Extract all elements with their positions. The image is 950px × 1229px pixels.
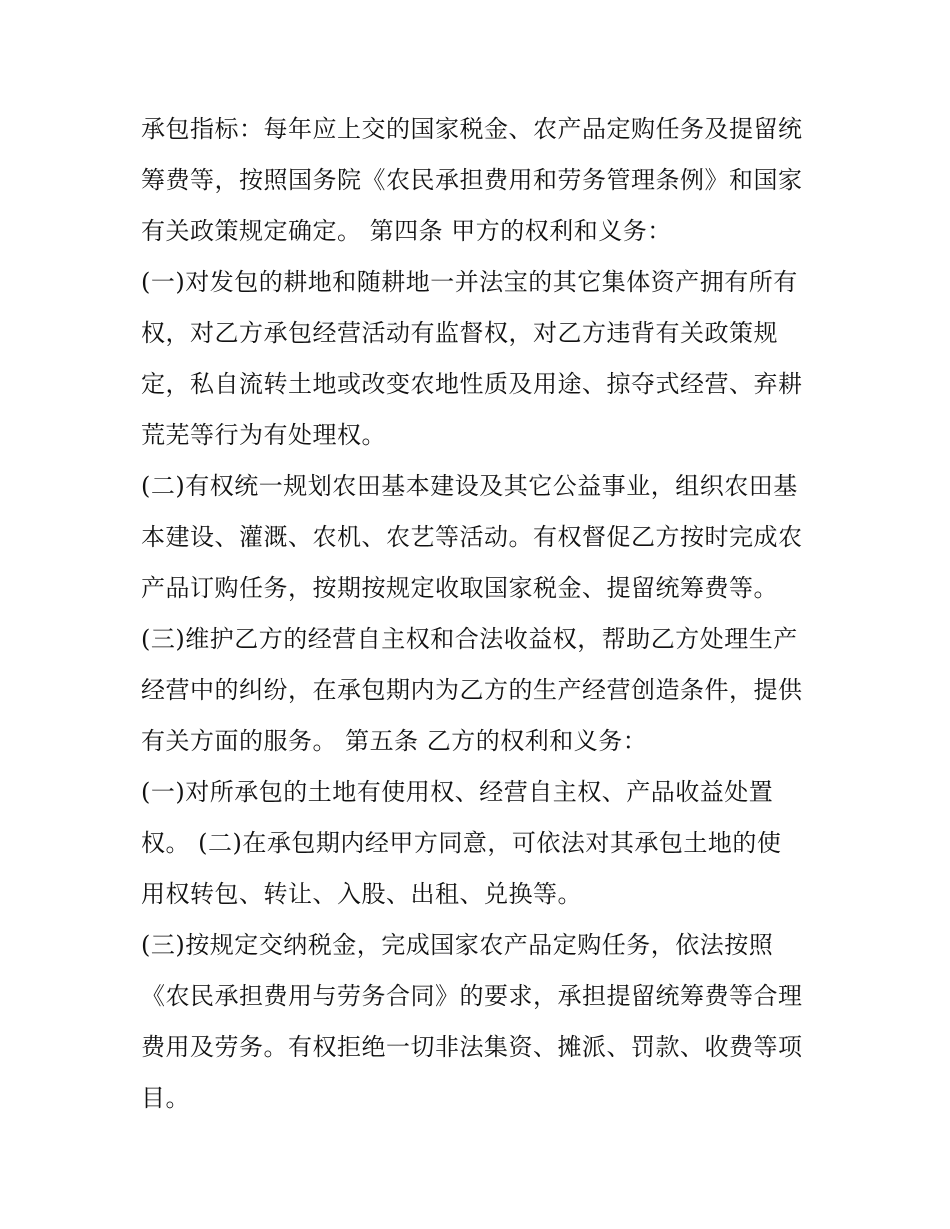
text-line: 承包指标：每年应上交的国家税金、农产品定购任务及提留统 <box>141 115 803 143</box>
text-line: 《农民承担费用与劳务合同》的要求，承担提留统筹费等合理 <box>141 982 803 1010</box>
text-line: 定，私自流转土地或改变农地性质及用途、掠夺式经营、弃耕 <box>141 370 803 398</box>
text-line: 产品订购任务，按期按规定收取国家税金、提留统筹费等。 <box>141 574 778 602</box>
document-body <box>141 108 831 1128</box>
text-line: 费用及劳务。有权拒绝一切非法集资、摊派、罚款、收费等项 <box>141 1033 803 1061</box>
text-line: 荒芜等行为有处理权。 <box>141 421 386 449</box>
text-line: 权，对乙方承包经营活动有监督权，对乙方违背有关政策规 <box>141 319 778 347</box>
text-line: 有关政策规定确定。 第四条 甲方的权利和义务： <box>141 217 672 245</box>
text-line: 用权转包、转让、入股、出租、兑换等。 <box>141 880 582 908</box>
text-line: 经营中的纠纷，在承包期内为乙方的生产经营创造条件，提供 <box>141 676 803 704</box>
text-line: (一)对发包的耕地和随耕地一并法宝的其它集体资产拥有所有 <box>141 268 798 296</box>
text-line: 目。 <box>141 1084 190 1112</box>
text-line: 筹费等，按照国务院《农民承担费用和劳务管理条例》和国家 <box>141 166 803 194</box>
text-line: (一)对所承包的土地有使用权、经营自主权、产品收益处置 <box>141 778 774 806</box>
text-line: (二)有权统一规划农田基本建设及其它公益事业，组织农田基 <box>141 472 798 500</box>
text-line: 本建设、灌溉、农机、农艺等活动。有权督促乙方按时完成农 <box>141 523 803 551</box>
text-line: (三)维护乙方的经营自主权和合法收益权，帮助乙方处理生产 <box>141 625 798 653</box>
text-line: (三)按规定交纳税金，完成国家农产品定购任务，依法按照 <box>141 931 774 959</box>
text-line: 权。 (二)在承包期内经甲方同意，可依法对其承包土地的使 <box>141 829 782 857</box>
text-line: 有关方面的服务。 第五条 乙方的权利和义务： <box>141 727 648 755</box>
